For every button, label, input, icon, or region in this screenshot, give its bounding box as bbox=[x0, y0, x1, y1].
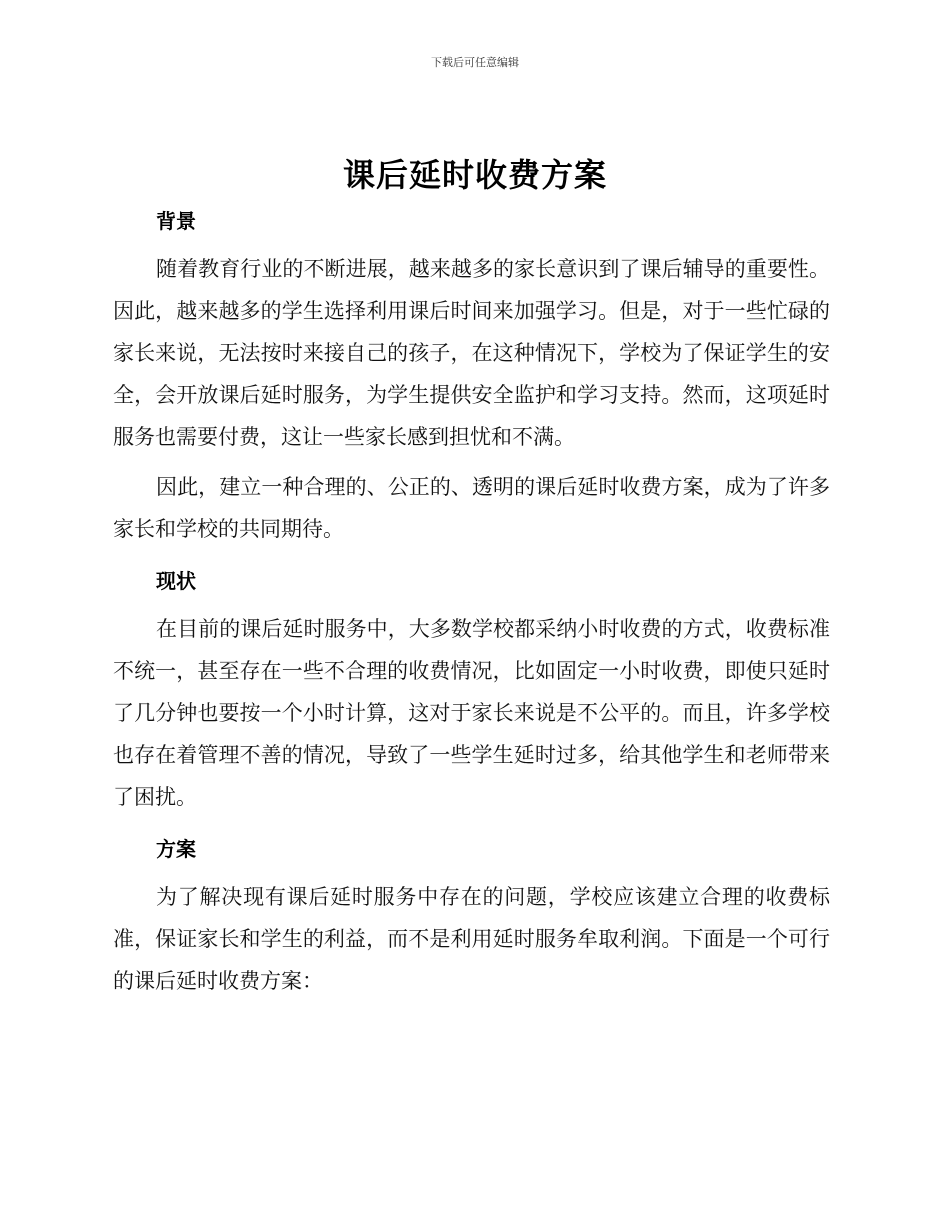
section-status bbox=[113, 560, 830, 818]
section-heading: 现状 bbox=[156, 569, 196, 593]
section-heading: 背景 bbox=[156, 209, 196, 233]
paragraph: 随着教育行业的不断进展，越来越多的家长意识到了课后辅导的重要性。因此，越来越多的学生选择利用课后时间来加强学习。但是，对于一些忙碌的家长来说，无法按时来接自己的孩子，在这种情况下，学校为了保证学生的安全，会开放课后延时服务，为学生提供安全监护和学习支持。然而，这项延时服务也需要付费，这让一些家长感到担忧和不满。 bbox=[113, 257, 830, 449]
paragraph: 为了解决现有课后延时服务中存在的问题，学校应该建立合理的收费标准，保证家长和学生的利益，而不是利用延时服务牟取利润。下面是一个可行的课后延时收费方案： bbox=[113, 885, 830, 993]
document-title: 课后延时收费方案 bbox=[342, 156, 607, 194]
section-heading: 方案 bbox=[156, 837, 196, 861]
document-body bbox=[113, 200, 830, 1010]
paragraph: 因此，建立一种合理的、公正的、透明的课后延时收费方案，成为了许多家长和学校的共同期待。 bbox=[113, 475, 830, 541]
page-header-note: 下载后可任意编辑 bbox=[431, 56, 519, 69]
paragraph: 在目前的课后延时服务中，大多数学校都采纳小时收费的方式，收费标准不统一，甚至存在一些不合理的收费情况，比如固定一小时收费，即使只延时了几分钟也要按一个小时计算，这对于家长来说是不公平的。而且，许多学校也存在着管理不善的情况，导致了一些学生延时过多，给其他学生和老师带来了困扰。 bbox=[113, 617, 830, 809]
section-plan bbox=[113, 828, 830, 1002]
section-background bbox=[113, 200, 830, 550]
